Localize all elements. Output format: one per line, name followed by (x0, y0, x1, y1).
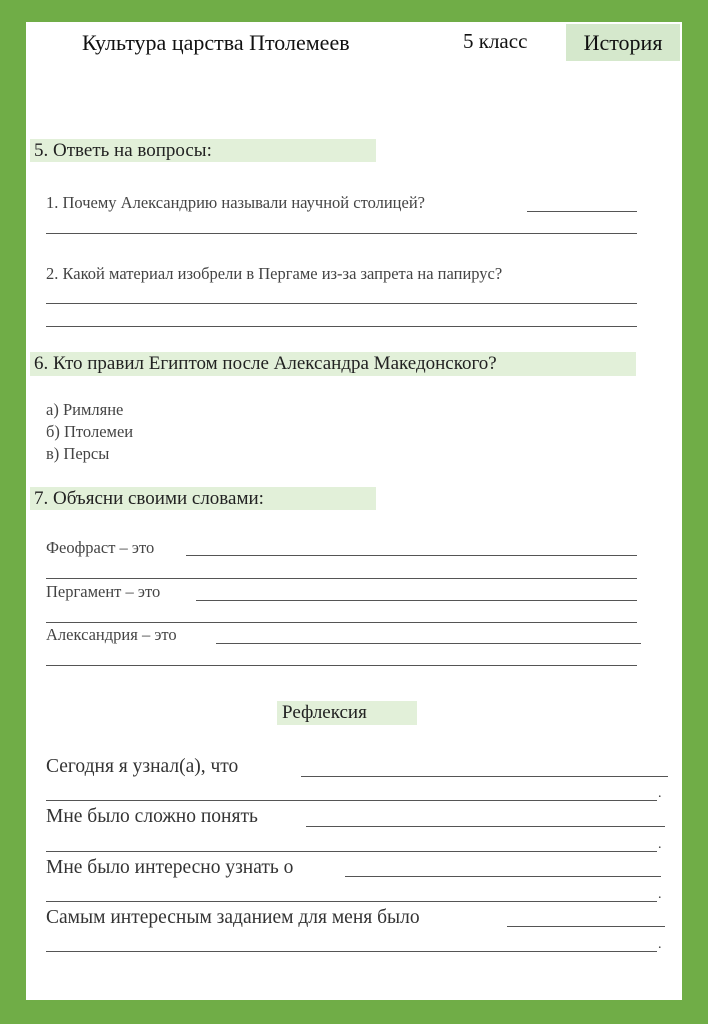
answer-line[interactable] (46, 800, 657, 801)
answer-line[interactable] (46, 303, 637, 304)
worksheet-title: Культура царства Птолемеев (82, 30, 350, 55)
option-a[interactable]: а) Римляне (46, 400, 124, 419)
answer-line[interactable] (186, 555, 637, 556)
answer-line[interactable] (46, 951, 657, 952)
term-parchment: Пергамент – это (46, 582, 161, 601)
answer-line[interactable] (301, 776, 668, 777)
line-end-dot: . (658, 837, 662, 852)
reflection-prompt-3: Мне было интересно узнать о (46, 857, 294, 878)
answer-line[interactable] (196, 600, 637, 601)
answer-line[interactable] (306, 826, 665, 827)
option-b[interactable]: б) Птолемеи (46, 422, 134, 441)
option-c[interactable]: в) Персы (46, 444, 110, 463)
term-theophrastus: Феофраст – это (46, 538, 155, 557)
reflection-prompt-4: Самым интересным заданием для меня было (46, 907, 420, 928)
answer-line[interactable] (527, 211, 637, 212)
line-end-dot: . (658, 786, 662, 801)
answer-line[interactable] (46, 622, 637, 623)
answer-line[interactable] (46, 851, 657, 852)
subject-badge: История (566, 24, 680, 61)
reflection-heading: Рефлексия (282, 702, 367, 723)
term-alexandria: Александрия – это (46, 625, 177, 644)
answer-line[interactable] (46, 578, 637, 579)
question-1: 1. Почему Александрию называли научной столицей? (46, 193, 425, 212)
answer-line[interactable] (216, 643, 641, 644)
reflection-prompt-2: Мне было сложно понять (46, 806, 258, 827)
answer-line[interactable] (507, 926, 665, 927)
reflection-prompt-1: Сегодня я узнал(а), что (46, 756, 239, 777)
question-2: 2. Какой материал изобрели в Пергаме из-за запрета на папирус? (46, 264, 503, 283)
answer-line[interactable] (46, 901, 657, 902)
answer-line[interactable] (46, 665, 637, 666)
answer-line[interactable] (46, 233, 637, 234)
answer-line[interactable] (46, 326, 637, 327)
section-5-heading: 5. Ответь на вопросы: (34, 140, 212, 161)
line-end-dot: . (658, 887, 662, 902)
section-6-heading: 6. Кто правил Египтом после Александра Македонского? (34, 353, 497, 374)
answer-line[interactable] (345, 876, 661, 877)
grade-label: 5 класс (463, 29, 528, 53)
section-7-heading: 7. Объясни своими словами: (34, 488, 264, 509)
worksheet-page (26, 22, 682, 1000)
line-end-dot: . (658, 937, 662, 952)
